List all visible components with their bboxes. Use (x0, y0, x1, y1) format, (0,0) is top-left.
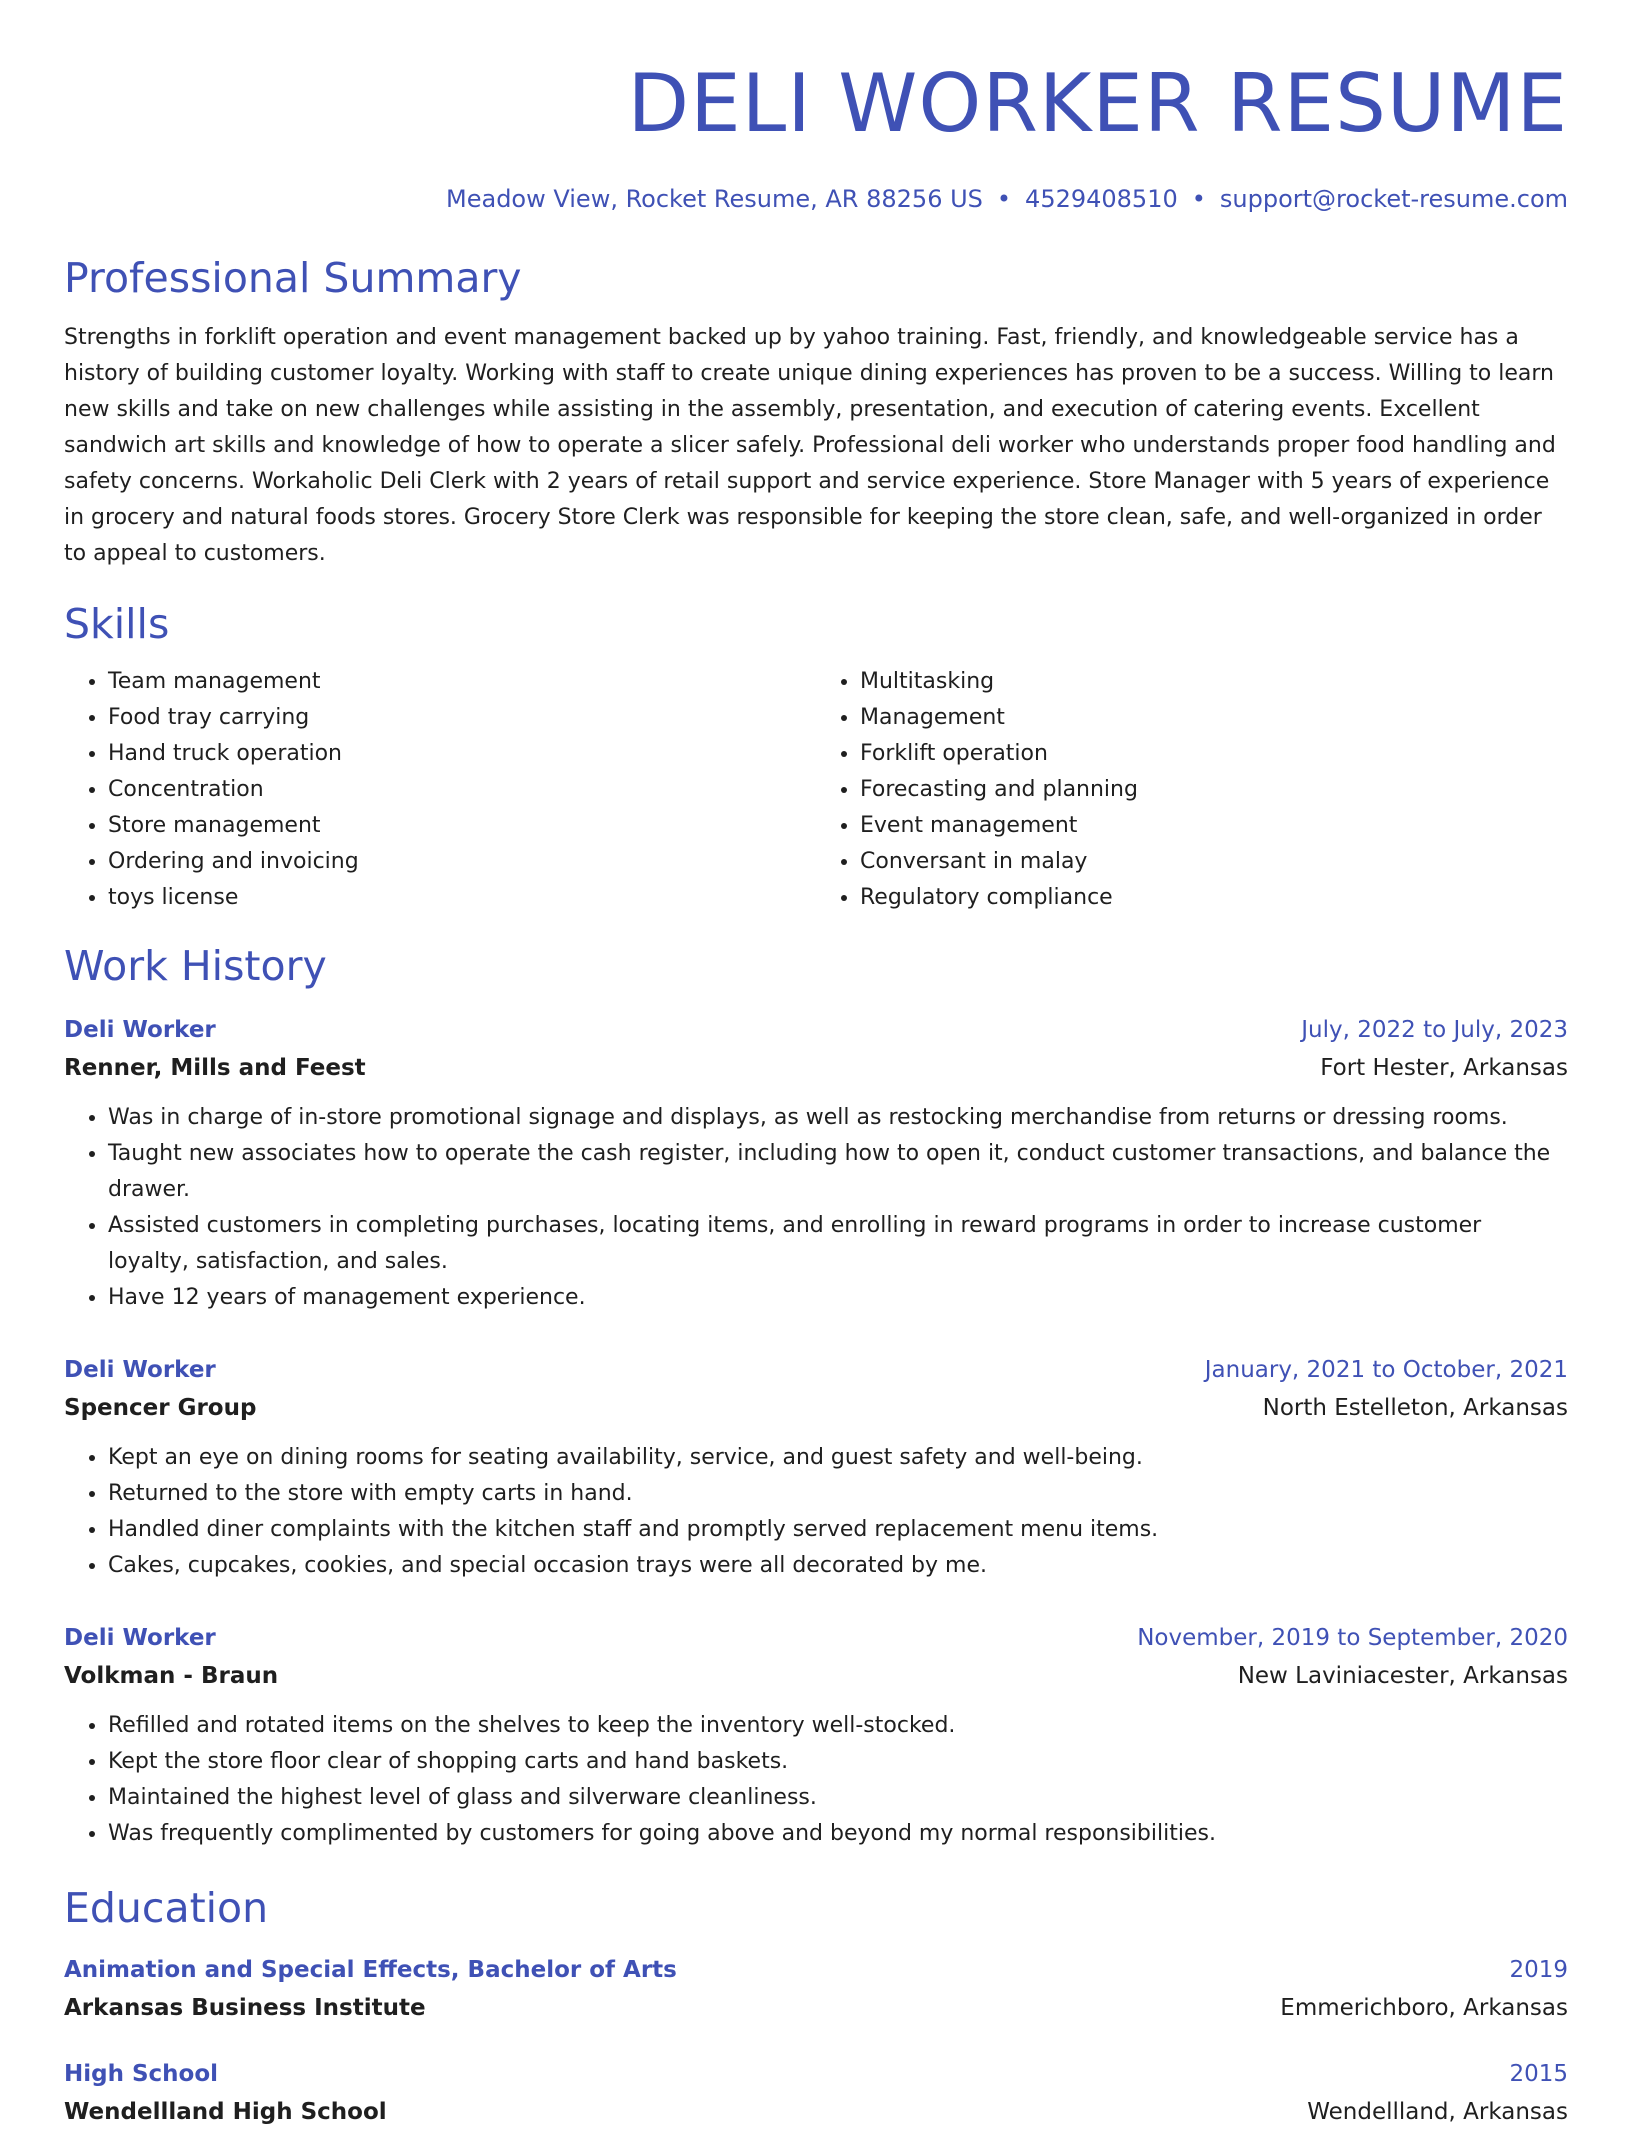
job-bullet: • Was frequently complimented by customers for going above and beyond my normal responsibilities. (108, 1816, 1568, 1852)
skill-item: • Regulatory compliance (860, 880, 1568, 916)
contact-line (64, 184, 1568, 214)
job-bullet: • Returned to the store with empty carts in hand. (108, 1476, 1568, 1512)
job-bullets (64, 1100, 1568, 1316)
work-history-heading: Work History (64, 942, 327, 990)
job-entry (64, 1620, 1568, 1852)
job-bullet: • Refilled and rotated items on the shelves to keep the inventory well-stocked. (108, 1708, 1568, 1744)
job-bullets (64, 1708, 1568, 1852)
job-entry (64, 1012, 1568, 1316)
skill-item: • Multitasking (860, 664, 1568, 700)
job-company: Renner, Mills and Feest (64, 1055, 366, 1081)
job-title: Deli Worker (64, 1357, 216, 1383)
job-dates: November, 2019 to September, 2020 (1137, 1625, 1568, 1651)
skill-item: • Team management (108, 664, 816, 700)
education-header-row (64, 1952, 1568, 1988)
job-bullet: • Cakes, cupcakes, cookies, and special occasion trays were all decorated by me. (108, 1548, 1568, 1584)
education-school-row (64, 1988, 1568, 2028)
contact-phone: 4529408510 (1025, 185, 1178, 213)
skill-item: • Forklift operation (860, 736, 1568, 772)
job-bullet: • Assisted customers in completing purchases, locating items, and enrolling in reward programs in order to increase customer loyalty, satisfaction, and sales. (108, 1208, 1568, 1280)
job-bullet: • Was in charge of in-store promotional signage and displays, as well as restocking merchandise from returns or dressing rooms. (108, 1100, 1568, 1136)
summary-heading: Professional Summary (64, 254, 522, 302)
education-location: Wendellland, Arkansas (1307, 2099, 1568, 2125)
job-title: Deli Worker (64, 1017, 216, 1043)
job-location: Fort Hester, Arkansas (1320, 1055, 1568, 1081)
job-header-row (64, 1012, 1568, 1048)
job-bullet: • Kept the store floor clear of shopping carts and hand baskets. (108, 1744, 1568, 1780)
contact-separator: • (996, 185, 1012, 213)
job-company: Volkman - Braun (64, 1663, 279, 1689)
job-title: Deli Worker (64, 1625, 216, 1651)
education-school: Wendellland High School (64, 2099, 387, 2125)
job-org-row (64, 1048, 1568, 1088)
skill-item: • Conversant in malay (860, 844, 1568, 880)
job-header-row (64, 1352, 1568, 1388)
skills-column-left (64, 664, 816, 916)
job-org-row (64, 1388, 1568, 1428)
job-bullet: • Kept an eye on dining rooms for seating availability, service, and guest safety and well-being. (108, 1440, 1568, 1476)
skill-item: • Management (860, 700, 1568, 736)
job-dates: July, 2022 to July, 2023 (1301, 1017, 1568, 1043)
skill-item: • Forecasting and planning (860, 772, 1568, 808)
job-org-row (64, 1656, 1568, 1696)
summary-text: Strengths in forklift operation and event management backed up by yahoo training. Fast, friendly, and knowledgeable service has a history of building customer loyalty. Working with staff to create unique dining experiences has proven to be a success. Willing to learn new skills and take on new challenges while assisting in the assembly, presentation, and execution of catering events. Excellent sandwich art skills and knowledge of how to operate a slicer safely. Professional deli worker who understands proper food handling and safety concerns. Workaholic Deli Clerk with 2 years of retail support and service experience. Store Manager with 5 years of experience in grocery and natural foods stores. Grocery Store Clerk was responsible for keeping the store clean, safe, and well-organized in order to appeal to customers. (64, 325, 1556, 566)
education-school-row (64, 2092, 1568, 2132)
skill-item: • Concentration (108, 772, 816, 808)
education-school: Arkansas Business Institute (64, 1995, 426, 2021)
job-header-row (64, 1620, 1568, 1656)
job-bullet: • Handled diner complaints with the kitchen staff and promptly served replacement menu items. (108, 1512, 1568, 1548)
skill-item: • Food tray carrying (108, 700, 816, 736)
education-year: 2015 (1509, 2061, 1568, 2087)
education-year: 2019 (1509, 1957, 1568, 1983)
resume-title: DELI WORKER RESUME (627, 57, 1568, 150)
contact-email: support@rocket-resume.com (1219, 185, 1568, 213)
skills-column-right (816, 664, 1568, 916)
education-degree: Animation and Special Effects, Bachelor of Arts (64, 1957, 677, 1983)
job-bullets (64, 1440, 1568, 1584)
job-bullet: • Taught new associates how to operate the cash register, including how to open it, conduct customer transactions, and balance the drawer. (108, 1136, 1568, 1208)
education-entry (64, 1952, 1568, 2028)
job-location: New Laviniacester, Arkansas (1237, 1663, 1568, 1689)
job-location: North Estelleton, Arkansas (1262, 1395, 1568, 1421)
job-company: Spencer Group (64, 1395, 257, 1421)
job-dates: January, 2021 to October, 2021 (1204, 1357, 1568, 1383)
education-degree: High School (64, 2061, 219, 2087)
contact-separator: • (1191, 185, 1206, 213)
education-location: Emmerichboro, Arkansas (1280, 1995, 1568, 2021)
education-entry (64, 2056, 1568, 2132)
education-header-row (64, 2056, 1568, 2092)
skill-item: • Hand truck operation (108, 736, 816, 772)
skill-item: • Ordering and invoicing (108, 844, 816, 880)
skill-item: • toys license (108, 880, 816, 916)
skill-item: • Event management (860, 808, 1568, 844)
job-entry (64, 1352, 1568, 1584)
skills-heading: Skills (64, 600, 170, 648)
skill-item: • Store management (108, 808, 816, 844)
job-bullet: • Maintained the highest level of glass and silverware cleanliness. (108, 1780, 1568, 1816)
contact-address: Meadow View, Rocket Resume, AR 88256 US (446, 185, 983, 213)
education-heading: Education (64, 1884, 269, 1932)
skills-grid (64, 664, 1568, 916)
job-bullet: • Have 12 years of management experience. (108, 1280, 1568, 1316)
